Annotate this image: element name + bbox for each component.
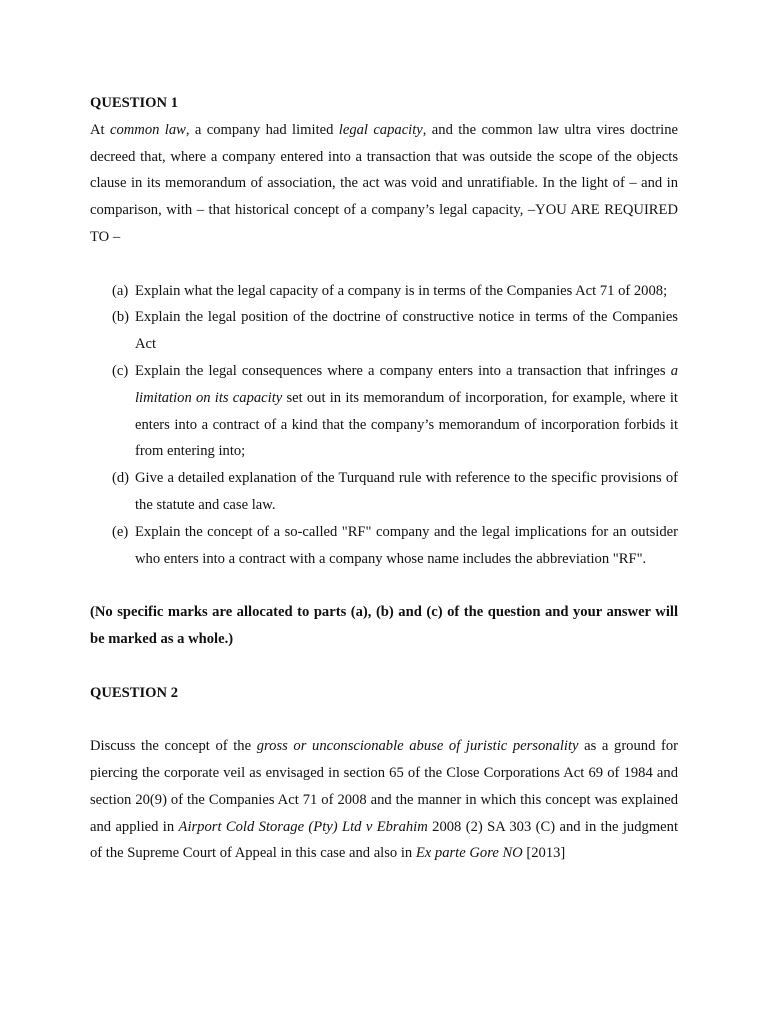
- q2-text-2: as a ground for piercing the corporate veil as envisaged in section 65 of the Close Corporations Act 69 of 1984 and section 20(9) of the Companies Act 71 of 2008 and the manner in which this concept was explained and applied in: [90, 738, 679, 835]
- marks-note: (No specific marks are allocated to parts (a), (b) and (c) of the question and your answer will be marked as a whole.): [90, 604, 678, 647]
- subquestion-marker: (b): [112, 309, 130, 326]
- subquestion-text: Explain the concept of a so-called "RF" company and the legal implications for an outsider who enters into a contract with a company whose name includes the abbreviation "RF".: [135, 523, 678, 567]
- subquestion-text: Give a detailed explanation of the Turquand rule with reference to the specific provisions of the statute and case law.: [135, 470, 678, 513]
- subquestion-c: [90, 358, 678, 465]
- subquestion-b: [90, 304, 678, 358]
- intro-text-2: , a company had limited: [185, 121, 339, 138]
- question-1-heading: QUESTION 1: [90, 95, 178, 111]
- q2-text-4: [2013]: [522, 845, 566, 862]
- subquestion-text: Explain the legal position of the doctrine of constructive notice in terms of the Companies Act: [135, 309, 678, 353]
- q2-text-1: Discuss the concept of the: [90, 738, 257, 755]
- subquestion-text: Explain what the legal capacity of a company is in terms of the Companies Act 71 of 2008;: [135, 282, 668, 299]
- document-page: [90, 90, 678, 867]
- subquestion-marker: (d): [112, 470, 130, 487]
- q2-italic-abuse: gross or unconscionable abuse of juristic personality: [256, 738, 579, 755]
- intro-text-3: , and the common law ultra vires doctrine decreed that, where a company entered into a transaction that was outside the scope of the objects clause in its memorandum of association, the act was void and unratifiable. In the light of – and in comparison, with – that historical concept of a company’s legal capacity, –YOU ARE REQUIRED TO –: [90, 121, 679, 245]
- intro-italic-common-law: common law: [109, 121, 186, 138]
- question-2-body: [90, 733, 678, 867]
- intro-text-1: At: [90, 121, 110, 138]
- q2-text-3: 2008 (2) SA 303 (C) and in the judgment of the Supreme Court of Appeal in this case and also in: [90, 818, 678, 862]
- q2-italic-case-gore: Ex parte Gore NO: [415, 845, 523, 862]
- subquestion-marker: (e): [112, 523, 129, 540]
- question-1-intro: [90, 117, 678, 251]
- intro-italic-legal-capacity: legal capacity: [338, 121, 423, 138]
- subquestion-a: [90, 278, 678, 305]
- q2-italic-case-airport: Airport Cold Storage (Pty) Ltd v Ebrahim: [178, 818, 428, 835]
- subquestion-text-2: set out in its memorandum of incorporation, for example, where it enters into a contract of a kind that the company’s memorandum of incorporation forbids it from entering into;: [135, 389, 678, 460]
- question-2-heading: QUESTION 2: [90, 684, 178, 701]
- subquestion-text: Explain the legal consequences where a company enters into a transaction that infringes: [135, 362, 671, 379]
- question-1-subquestions: [90, 278, 678, 573]
- subquestion-marker: (c): [112, 362, 129, 379]
- subquestion-d: [90, 465, 678, 519]
- subquestion-marker: (a): [112, 282, 129, 299]
- subquestion-italic: a limitation on its capacity: [135, 362, 678, 406]
- subquestion-e: [90, 519, 678, 573]
